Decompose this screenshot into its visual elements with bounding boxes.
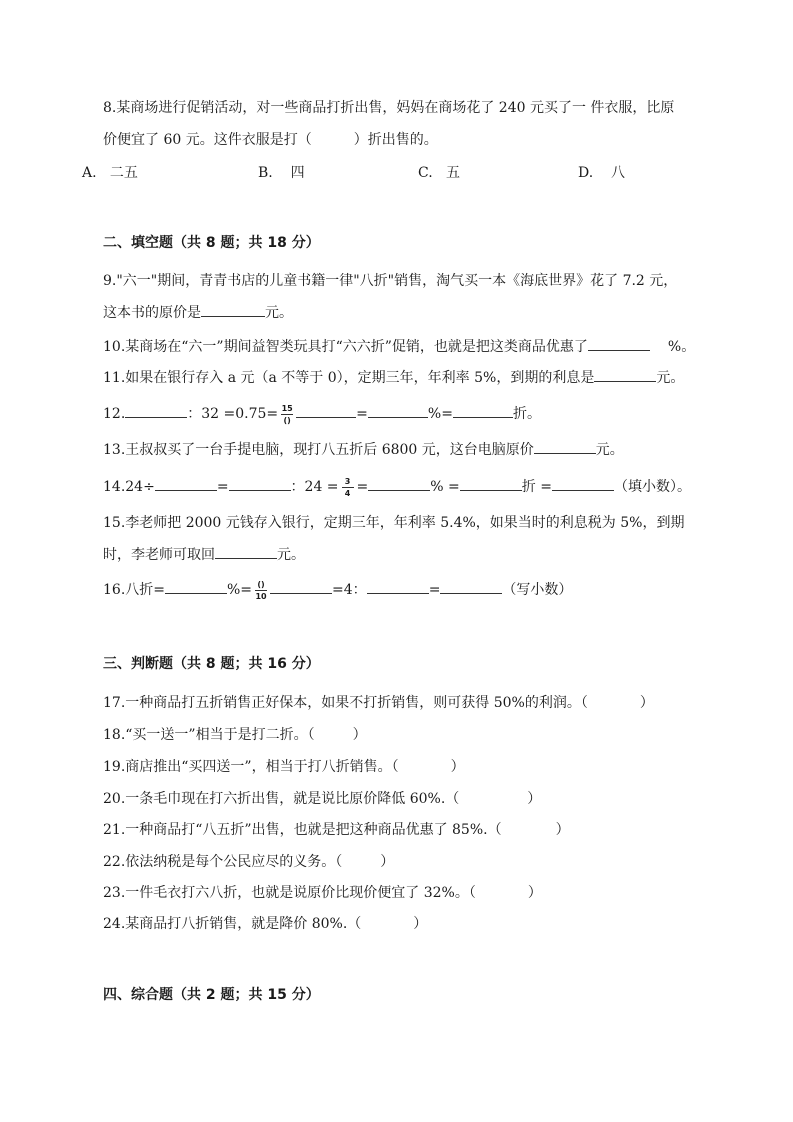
question-11 (103, 367, 684, 388)
section-4-title: 四、综合题（共 2 题；共 15 分） (103, 987, 320, 1003)
question-20 (103, 789, 541, 809)
option-letter: B. (258, 165, 273, 181)
paren-close: ） (527, 885, 542, 901)
section-3-title: 三、判断题（共 8 题；共 16 分） (103, 656, 320, 672)
question-23 (103, 883, 542, 903)
question-16 (103, 579, 572, 601)
option-d[interactable] (578, 163, 625, 183)
answer-blank[interactable] (594, 367, 656, 382)
option-text: 二五 (109, 165, 138, 181)
option-b[interactable] (258, 163, 305, 183)
answer-blank[interactable] (367, 579, 429, 594)
paren-close: ） (380, 854, 395, 870)
fraction-3-over-4 (342, 477, 354, 498)
question-15-line-1: 15.李老师把 2000 元钱存入银行，定期三年，年利率 5.4%，如果当时的利息税为 5%，到期 (103, 515, 685, 531)
question-8-text-b: ）折出售的。 (353, 132, 438, 148)
question-12 (103, 403, 541, 425)
question-9-line-1: 9."六一"期间，青青书店的儿童书籍一律"八折"销售，淘气买一本《海底世界》花了 7.2 元， (103, 273, 678, 289)
question-15-text-b: 元。 (277, 547, 305, 563)
option-letter: C. (418, 165, 433, 181)
answer-blank[interactable] (125, 403, 187, 418)
question-9-text-a: 这本书的原价是 (103, 305, 201, 321)
question-22 (103, 852, 394, 872)
question-14-text-a: 14.24÷ (103, 479, 155, 495)
question-16-text-d: = (428, 582, 441, 598)
question-11-text-a: 11.如果在银行存入 a 元（a 不等于 0），定期三年，年利率 5%，到期的利息是 (103, 370, 595, 386)
answer-blank[interactable] (440, 579, 502, 594)
answer-blank[interactable] (270, 579, 332, 594)
question-text: 21.一种商品打“八五折”出售，也就是把这种商品优惠了 85%.（ (103, 822, 502, 838)
question-text: 19.商店推出“买四送一”，相当于打八折销售。（ (103, 759, 399, 775)
answer-blank[interactable] (229, 476, 291, 491)
paren-close: ） (450, 759, 465, 775)
question-9-text-b: 元。 (265, 305, 293, 321)
question-16-text-b: %= (227, 582, 253, 598)
question-10-text-a: 10.某商场在“六一”期间益智类玩具打“六六折”促销，也就是把这类商品优惠了 (103, 339, 588, 355)
option-text: 四 (290, 165, 305, 181)
paren-close: ） (413, 916, 428, 932)
option-text: 八 (611, 165, 625, 181)
fraction-numerator: 15 (281, 403, 293, 413)
question-8-text-a: 价便宜了 60 元。这件衣服是打（ (103, 132, 312, 148)
question-text: 24.某商品打八折销售，就是降价 80%.（ (103, 916, 362, 932)
question-14-text-g: （填小数）。 (613, 479, 691, 495)
answer-blank[interactable] (201, 302, 265, 317)
question-8-line-1: 8.某商场进行促销活动，对一些商品打折出售，妈妈在商场花了 240 元买了一 件衣服，比原 (103, 100, 675, 116)
answer-blank[interactable] (588, 336, 650, 351)
fraction-numerator: () (257, 579, 265, 589)
question-18 (103, 725, 367, 745)
option-letter: D. (578, 165, 594, 181)
question-12-text-a: 12. (103, 406, 126, 422)
answer-blank[interactable] (534, 439, 596, 454)
question-14-text-e: % = (430, 479, 460, 495)
paren-close: ） (639, 695, 654, 711)
fraction-denominator: 4 (344, 488, 351, 498)
fraction-15-over-blank (281, 404, 293, 425)
question-text: 22.依法纳税是每个公民应尽的义务。（ (103, 854, 343, 870)
question-14 (103, 476, 691, 498)
fraction-numerator: 3 (344, 476, 351, 486)
question-9-line-2 (103, 302, 293, 323)
question-text: 23.一件毛衣打六八折，也就是说原价比现价便宜了 32%。（ (103, 885, 476, 901)
answer-blank[interactable] (460, 476, 522, 491)
question-15-line-2 (103, 544, 305, 565)
question-17 (103, 693, 654, 713)
answer-blank[interactable] (368, 403, 428, 418)
question-text: 17.一种商品打五折销售正好保本，如果不打折销售，则可获得 50%的利润。（ (103, 695, 588, 711)
question-16-text-c: =4： (332, 582, 367, 598)
question-14-text-f: 折 = (521, 479, 552, 495)
question-16-text-e: （写小数） (502, 582, 573, 598)
question-10 (103, 336, 695, 357)
answer-blank[interactable] (215, 544, 277, 559)
paren-close: ） (527, 791, 542, 807)
question-12-text-b: ：32 =0.75= (187, 406, 279, 422)
question-15-text-a: 时，李老师可取回 (103, 547, 215, 563)
answer-blank[interactable] (453, 403, 513, 418)
paren-close: ） (555, 822, 570, 838)
question-13-text-a: 13.王叔叔买了一台手提电脑，现打八五折后 6800 元，这台电脑原价 (103, 442, 534, 458)
question-8-line-2 (103, 130, 438, 150)
question-13 (103, 439, 624, 460)
answer-blank[interactable] (155, 476, 217, 491)
question-12-text-c: = (356, 406, 368, 422)
question-14-text-d: = (356, 479, 369, 495)
fraction-denominator: 10 (255, 591, 267, 601)
question-19 (103, 757, 465, 777)
option-a[interactable] (82, 163, 138, 183)
fraction-blank-over-10 (255, 580, 267, 601)
question-11-text-b: 元。 (656, 370, 685, 386)
answer-blank[interactable] (296, 403, 356, 418)
question-12-text-d: %= (427, 406, 453, 422)
paren-close: ） (352, 727, 367, 743)
question-21 (103, 820, 570, 840)
option-c[interactable] (418, 163, 460, 183)
answer-blank[interactable] (368, 476, 430, 491)
answer-blank[interactable] (165, 579, 227, 594)
question-14-text-c: ：24 = (290, 479, 339, 495)
question-10-text-b: %。 (667, 339, 696, 355)
question-14-text-b: = (216, 479, 229, 495)
question-text: 20.一条毛巾现在打六折出售，就是说比原价降低 60%.（ (103, 791, 460, 807)
answer-blank[interactable] (552, 476, 614, 491)
question-13-text-b: 元。 (595, 442, 624, 458)
question-text: 18.“买一送一”相当于是打二折。（ (103, 727, 315, 743)
section-2-title: 二、填空题（共 8 题；共 18 分） (103, 235, 320, 251)
question-12-text-e: 折。 (512, 406, 541, 422)
option-text: 五 (446, 165, 461, 181)
option-letter: A. (82, 165, 97, 181)
question-24 (103, 914, 427, 934)
question-16-text-a: 16.八折= (103, 582, 165, 598)
fraction-denominator: () (283, 415, 291, 425)
